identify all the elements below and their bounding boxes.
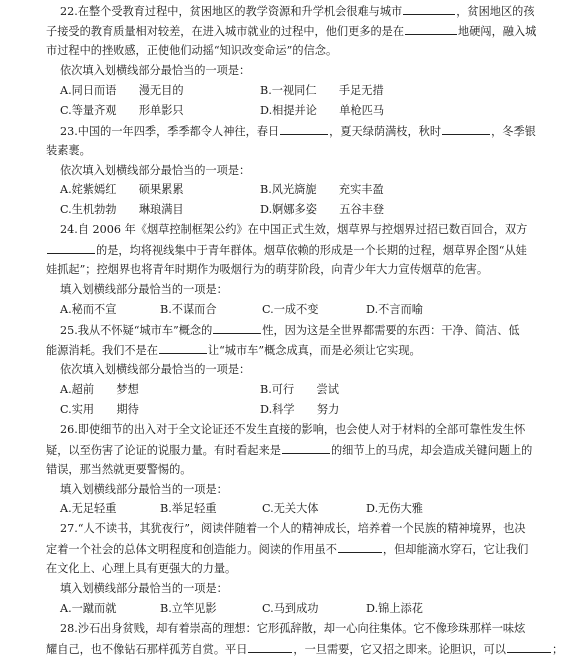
answer-blank	[442, 123, 490, 135]
q25-prompt: 依次填入划横线部分最恰当的一项是：	[60, 362, 251, 376]
q27-option-b[interactable]: B.立竿见影	[160, 602, 217, 616]
answer-blank	[405, 23, 457, 35]
answer-blank	[159, 342, 207, 354]
q26-option-c[interactable]: C.无关大体	[262, 502, 319, 516]
q25-option-d[interactable]: D.科学 努力	[260, 402, 340, 416]
q23-line-1: 23.中国的一年四季，季季都令人神往，春日 ，夏天绿荫满枝，秋时 ，冬季银	[60, 124, 536, 138]
q25-option-c[interactable]: C.实用 期待	[60, 402, 139, 416]
answer-blank	[47, 242, 95, 254]
q23-option-c[interactable]: C.生机勃勃 琳琅满目	[60, 203, 184, 217]
q26-option-d[interactable]: D.无伤大雅	[366, 502, 423, 516]
q26-line-1: 26.即使细节的出入对于全文论证还不发生直接的影响，也会使人对于材料的全部可靠性发生怀	[60, 422, 526, 436]
q22-option-d[interactable]: D.相提并论 单枪匹马	[260, 103, 385, 117]
q28-line-2: 耀自己，也不像钻石那样孤芳自赏。平日 ，一旦需要，它又招之即来。论胆识，可以 ；	[46, 643, 563, 656]
answer-blank	[282, 442, 330, 454]
q24-option-b[interactable]: B.不谋而合	[160, 303, 217, 317]
q25-option-a[interactable]: A.超前 梦想	[60, 382, 139, 396]
q23-line-2: 装素裹。	[46, 143, 91, 157]
q27-option-d[interactable]: D.锦上添花	[366, 602, 423, 616]
q24-option-d[interactable]: D.不言而喻	[366, 303, 423, 317]
q22-option-b[interactable]: B.一视同仁 手足无措	[260, 83, 384, 97]
q25-line-2: 能源消耗。我们不是在 让“城市车”概念成真，而是必须让它实现。	[46, 343, 421, 357]
q24-option-c[interactable]: C.一成不变	[262, 303, 319, 317]
q22-option-a[interactable]: A.同日而语 漫无目的	[60, 83, 184, 97]
q23-prompt: 依次填入划横线部分最恰当的一项是：	[60, 163, 251, 177]
q24-prompt: 填入划横线部分最恰当的一项是：	[60, 283, 228, 297]
q26-option-b[interactable]: B.举足轻重	[160, 502, 217, 516]
q22-prompt: 依次填入划横线部分最恰当的一项是：	[60, 63, 251, 77]
q25-line-1: 25.我从不怀疑“城市车”概念的 性，因为这是全世界都需要的东西：干净、简洁、低	[60, 324, 520, 337]
q25-option-b[interactable]: B.可行 尝试	[260, 382, 339, 396]
answer-blank	[248, 641, 292, 653]
q22-line-1: 22.在整个受教育过程中，贫困地区的教学资源和升学机会很难与城市 ，贫困地区的孩	[60, 5, 535, 18]
answer-blank	[213, 322, 261, 334]
q23-option-a[interactable]: A.姹紫嫣红 硕果累累	[60, 183, 184, 197]
q27-option-c[interactable]: C.马到成功	[262, 602, 319, 616]
q24-line-3: 娃抓起”；控烟界也将青年时期作为吸烟行为的萌芽阶段，向青少年大力宣传烟草的危害。	[46, 263, 489, 277]
q26-prompt: 填入划横线部分最恰当的一项是：	[60, 482, 228, 496]
q24-option-a[interactable]: A.秘而不宣	[60, 303, 117, 317]
answer-blank	[403, 3, 455, 15]
q27-line-2: 定着一个社会的总体文明程度和创造能力。阅读的作用虽不 ，但却能滴水穿石，它让我们	[46, 543, 529, 557]
answer-blank	[507, 641, 551, 653]
q22-line-2: 子接受的教育质量相对较差，在进入城市就业的过程中，他们更多的是在 地硬闯，融入城	[46, 24, 537, 38]
q23-option-d[interactable]: D.婀娜多姿 五谷丰登	[260, 203, 385, 217]
answer-blank	[338, 541, 382, 553]
q22-option-c[interactable]: C.等量齐观 形单影只	[60, 103, 184, 117]
q28-line-1: 28.沙石出身贫贱，却有着崇高的理想：它形孤辞散，却一心向往集体。它不像珍珠那样一味炫	[60, 622, 526, 636]
q26-line-3: 错误，那当然就更要警惕的。	[46, 462, 192, 476]
q22-line-3: 市过程中的挫败感，正使他们动摇“知识改变命运”的信念。	[46, 43, 338, 57]
q23-option-b[interactable]: B.风光旖旎 充实丰盈	[260, 183, 384, 197]
q26-line-2: 疑，以至伤害了论证的说服力量。有时看起来是 的细节上的马虎，却会造成关键问题上的	[46, 443, 533, 457]
q27-line-1: 27.“人不读书，其犹夜行”，阅读伴随着一个人的精神成长，培养着一个民族的精神境界，也决	[60, 522, 526, 536]
q27-line-3: 在文化上、心理上具有更强大的力量。	[46, 562, 237, 576]
q24-line-2: 的是，均将视线集中于青年群体。烟草依赖的形成是一个长期的过程，烟草界企图“从娃	[0, 242, 550, 258]
q27-prompt: 填入划横线部分最恰当的一项是：	[60, 582, 228, 596]
q26-option-a[interactable]: A.无足轻重	[60, 502, 117, 516]
q27-option-a[interactable]: A.一蹴而就	[60, 602, 117, 616]
answer-blank	[280, 123, 328, 135]
q24-line-1: 24.自 2006 年《烟草控制框架公约》在中国正式生效，烟草界与控烟界过招已数百回合，双方	[60, 223, 528, 237]
